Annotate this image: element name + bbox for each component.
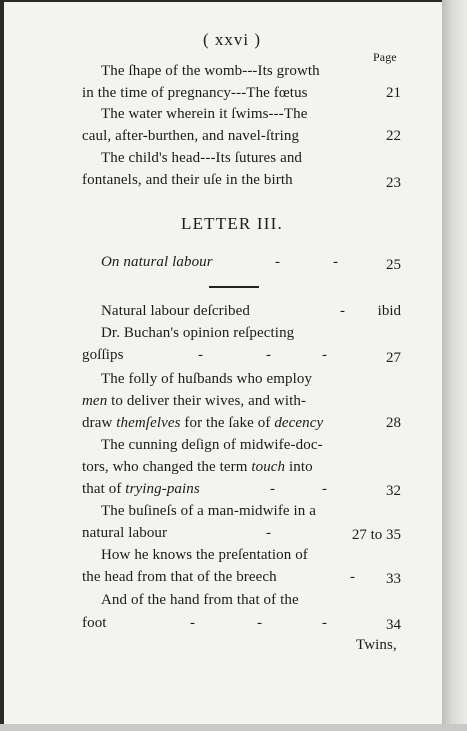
- toc-entry-8-line2: natural labour: [82, 525, 168, 541]
- toc-entry-7-page: 32: [386, 483, 401, 499]
- toc-entry-3-page: 23: [386, 175, 401, 191]
- leader-dash: -: [322, 615, 327, 631]
- toc-entry-9-page: 33: [386, 571, 401, 587]
- toc-entry-5-page: 27: [386, 350, 401, 366]
- leader-dash: -: [340, 303, 345, 319]
- toc-entry-3-line1: The child's head---Its ſutures and: [101, 150, 303, 166]
- toc-entry-10-page: 34: [386, 617, 401, 633]
- toc-entry-10-line2: foot: [82, 615, 107, 631]
- leader-dash: -: [333, 254, 338, 270]
- toc-entry-1-page: 21: [386, 85, 401, 101]
- letter-subject: On natural labour: [101, 254, 213, 270]
- italic-text: themſelves: [116, 415, 181, 431]
- toc-entry-6-page: 28: [386, 415, 401, 431]
- toc-entry-8-line1: The buſineſs of a man-midwife in a: [101, 503, 317, 519]
- toc-entry-4-page: ibid: [377, 303, 401, 319]
- toc-entry-7-line3: [82, 480, 200, 498]
- toc-entry-10-line1: And of the hand from that of the: [101, 592, 299, 608]
- leader-dash: -: [190, 615, 195, 631]
- leader-dash: -: [350, 569, 355, 585]
- toc-entry-9-line1: How he knows the preſentation of: [101, 547, 308, 563]
- leader-dash: -: [270, 481, 275, 497]
- toc-entry-4-line1: Natural labour deſcribed: [101, 303, 251, 319]
- toc-entry-6-line2: [82, 392, 306, 410]
- toc-entry-6-line1: The folly of huſbands who employ: [101, 371, 313, 387]
- toc-entry-3-line2: fontanels, and their uſe in the birth: [82, 172, 293, 188]
- leader-dash: -: [266, 347, 271, 363]
- italic-text: decency: [274, 415, 324, 431]
- toc-entry-7-line1: The cunning deſign of midwife-doc-: [101, 437, 323, 453]
- text-run: into: [285, 459, 313, 475]
- toc-entry-8-page: 27 to 35: [351, 527, 401, 543]
- leader-dash: -: [257, 615, 262, 631]
- leader-dash: -: [266, 525, 271, 541]
- page-edge-bottom: [0, 724, 467, 731]
- toc-entry-2-line2: caul, after-burthen, and navel-ſtring: [82, 128, 300, 144]
- text-run: to deliver their wives, and with-: [107, 393, 307, 409]
- toc-entry-6-line3: [82, 414, 323, 432]
- divider-rule: [209, 286, 259, 288]
- italic-text: touch: [251, 459, 286, 475]
- italic-text: men: [82, 393, 108, 409]
- page-number: ( xxvi ): [203, 30, 262, 49]
- letter-subject-page: 25: [386, 257, 401, 273]
- text-run: that of: [82, 481, 126, 497]
- leader-dash: -: [198, 347, 203, 363]
- toc-entry-5-line2: goſſips: [82, 347, 124, 363]
- leader-dash: -: [275, 254, 280, 270]
- toc-entry-2-line1: The water wherein it ſwims---The: [101, 106, 308, 122]
- toc-entry-9-line2: the head from that of the breech: [82, 569, 277, 585]
- page-column-label: Page: [373, 50, 397, 64]
- leader-dash: -: [322, 347, 327, 363]
- catchword: Twins,: [356, 637, 397, 653]
- toc-entry-7-line2: [82, 458, 313, 476]
- italic-text: trying-pains: [125, 481, 200, 497]
- toc-entry-1-line1: The ſhape of the womb---Its growth: [101, 63, 320, 79]
- text-run: for the ſake of: [180, 415, 275, 431]
- text-run: draw: [82, 415, 117, 431]
- text-run: tors, who changed the term: [82, 459, 252, 475]
- page-edge-right: [442, 0, 467, 731]
- leader-dash: -: [322, 481, 327, 497]
- toc-entry-1-line2: in the time of pregnancy---The fœtus: [82, 85, 308, 101]
- letter-heading: LETTER III.: [181, 214, 283, 233]
- toc-entry-5-line1: Dr. Buchan's opinion reſpecting: [101, 325, 295, 341]
- toc-entry-2-page: 22: [386, 128, 401, 144]
